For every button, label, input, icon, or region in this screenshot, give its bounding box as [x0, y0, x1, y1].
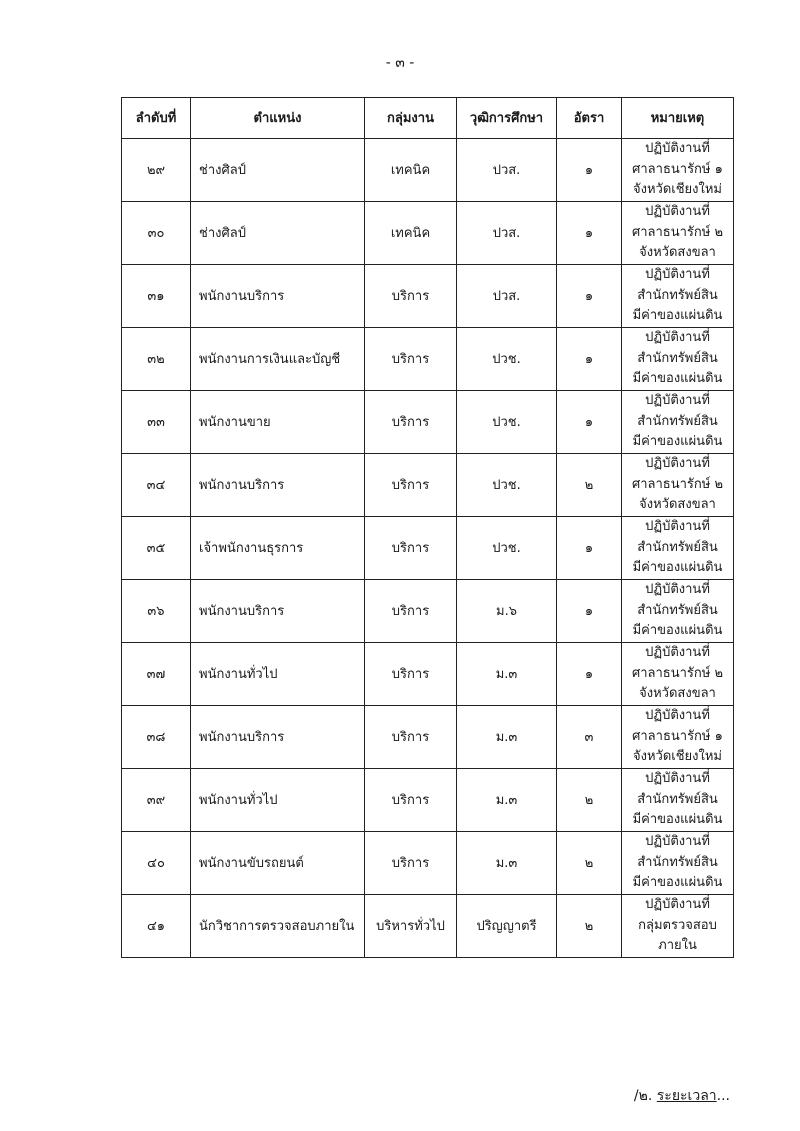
row-group: บริการ: [365, 454, 457, 517]
row-position: พนักงานขาย: [191, 391, 365, 454]
table-row: [122, 895, 734, 958]
row-note-line: มีค่าของแผ่นดิน: [632, 371, 723, 387]
row-note: [622, 391, 734, 454]
row-note: [622, 454, 734, 517]
footer-ellipsis: ...: [716, 1088, 730, 1104]
row-note-line: มีค่าของแผ่นดิน: [632, 560, 723, 576]
table-header-row: [122, 98, 734, 139]
row-rate: ๑: [557, 265, 622, 328]
row-group: บริการ: [365, 643, 457, 706]
row-rate: ๑: [557, 202, 622, 265]
row-education: ปวช.: [457, 454, 557, 517]
row-position: ช่างศิลป์: [191, 139, 365, 202]
row-note-line: สำนักทรัพย์สิน: [637, 350, 718, 366]
row-note-line: ปฏิบัติงานที่: [645, 645, 710, 661]
row-group: บริการ: [365, 832, 457, 895]
row-note-line: จังหวัดสงขลา: [639, 497, 716, 513]
row-no: ๓๒: [122, 328, 191, 391]
row-note-line: มีค่าของแผ่นดิน: [632, 308, 723, 324]
row-note-line: ปฏิบัติงานที่: [645, 204, 710, 220]
row-education: ปวช.: [457, 517, 557, 580]
table-row: [122, 454, 734, 517]
row-note: [622, 895, 734, 958]
table-row: [122, 139, 734, 202]
row-position: ช่างศิลป์: [191, 202, 365, 265]
row-rate: ๑: [557, 391, 622, 454]
table-row: [122, 265, 734, 328]
header-rate: อัตรา: [557, 98, 622, 139]
table-row: [122, 769, 734, 832]
row-note-line: ศาลาธนารักษ์ ๑: [632, 728, 723, 744]
row-no: ๓๖: [122, 580, 191, 643]
row-position: พนักงานบริการ: [191, 706, 365, 769]
row-note-line: สำนักทรัพย์สิน: [637, 602, 718, 618]
row-education: ปวส.: [457, 139, 557, 202]
row-group: บริการ: [365, 706, 457, 769]
row-note-line: ปฏิบัติงานที่: [645, 330, 710, 346]
row-note: [622, 517, 734, 580]
row-rate: ๒: [557, 832, 622, 895]
row-no: ๔๑: [122, 895, 191, 958]
row-note-line: จังหวัดสงขลา: [639, 245, 716, 261]
row-note: [622, 832, 734, 895]
row-position: พนักงานบริการ: [191, 580, 365, 643]
header-education: วุฒิการศึกษา: [457, 98, 557, 139]
row-position: พนักงานขับรถยนต์: [191, 832, 365, 895]
table-row: [122, 643, 734, 706]
row-note-line: ศาลาธนารักษ์ ๒: [631, 224, 724, 240]
header-group: กลุ่มงาน: [365, 98, 457, 139]
row-rate: ๒: [557, 895, 622, 958]
row-note: [622, 706, 734, 769]
position-table: [121, 97, 734, 958]
row-education: ม.๓: [457, 643, 557, 706]
table-row: [122, 832, 734, 895]
row-group: บริการ: [365, 580, 457, 643]
row-education: ปวช.: [457, 328, 557, 391]
row-note-line: มีค่าของแผ่นดิน: [632, 812, 723, 828]
row-note-line: ศาลาธนารักษ์ ๑: [632, 161, 723, 177]
row-note: [622, 328, 734, 391]
row-rate: ๒: [557, 769, 622, 832]
row-no: ๓๐: [122, 202, 191, 265]
row-note-line: ปฏิบัติงานที่: [645, 897, 710, 913]
row-group: บริหารทั่วไป: [365, 895, 457, 958]
row-note-line: จังหวัดเชียงใหม่: [633, 182, 722, 198]
row-note-line: ปฏิบัติงานที่: [645, 456, 710, 472]
row-no: ๒๙: [122, 139, 191, 202]
table-row: [122, 328, 734, 391]
row-note-line: ปฏิบัติงานที่: [645, 771, 710, 787]
row-note-line: ปฏิบัติงานที่: [645, 141, 710, 157]
row-position: เจ้าพนักงานธุรการ: [191, 517, 365, 580]
row-rate: ๒: [557, 454, 622, 517]
row-note-line: ภายใน: [658, 938, 697, 954]
row-note-line: สำนักทรัพย์สิน: [637, 539, 718, 555]
row-education: ปริญญาตรี: [457, 895, 557, 958]
header-note: หมายเหตุ: [622, 98, 734, 139]
row-note-line: มีค่าของแผ่นดิน: [632, 875, 723, 891]
row-position: พนักงานทั่วไป: [191, 769, 365, 832]
footer-prefix: /๒.: [633, 1088, 657, 1104]
row-note-line: จังหวัดสงขลา: [639, 686, 716, 702]
row-position: พนักงานการเงินและบัญชี: [191, 328, 365, 391]
page-number: - ๓ -: [385, 55, 415, 71]
footer-next-topic: ระยะเวลา: [656, 1088, 717, 1104]
row-note-line: ศาลาธนารักษ์ ๒: [631, 476, 724, 492]
row-note-line: ปฏิบัติงานที่: [645, 267, 710, 283]
row-group: เทคนิค: [365, 139, 457, 202]
row-note-line: ปฏิบัติงานที่: [645, 834, 710, 850]
row-group: บริการ: [365, 391, 457, 454]
row-rate: ๓: [557, 706, 622, 769]
row-note: [622, 139, 734, 202]
row-group: บริการ: [365, 769, 457, 832]
row-note: [622, 769, 734, 832]
table-row: [122, 706, 734, 769]
continuation-footer: [634, 1085, 730, 1107]
row-no: ๓๗: [122, 643, 191, 706]
row-group: บริการ: [365, 265, 457, 328]
row-note-line: สำนักทรัพย์สิน: [637, 791, 718, 807]
row-rate: ๑: [557, 517, 622, 580]
row-note: [622, 202, 734, 265]
table-row: [122, 517, 734, 580]
row-position: พนักงานบริการ: [191, 265, 365, 328]
row-no: ๓๔: [122, 454, 191, 517]
row-note-line: สำนักทรัพย์สิน: [637, 854, 718, 870]
row-position: พนักงานทั่วไป: [191, 643, 365, 706]
table-row: [122, 202, 734, 265]
table-row: [122, 391, 734, 454]
row-note-line: สำนักทรัพย์สิน: [637, 287, 718, 303]
row-note-line: ปฏิบัติงานที่: [645, 393, 710, 409]
row-note-line: ปฏิบัติงานที่: [645, 519, 710, 535]
row-no: ๓๕: [122, 517, 191, 580]
row-education: ม.๓: [457, 706, 557, 769]
row-education: ปวช.: [457, 391, 557, 454]
row-note-line: จังหวัดเชียงใหม่: [633, 749, 722, 765]
row-no: ๓๓: [122, 391, 191, 454]
row-education: ปวส.: [457, 265, 557, 328]
row-group: บริการ: [365, 517, 457, 580]
row-no: ๓๑: [122, 265, 191, 328]
row-note-line: มีค่าของแผ่นดิน: [632, 434, 723, 450]
header-no: ลำดับที่: [122, 98, 191, 139]
row-note-line: สำนักทรัพย์สิน: [637, 413, 718, 429]
row-note: [622, 643, 734, 706]
row-note-line: กลุ่มตรวจสอบ: [638, 917, 717, 933]
header-position: ตำแหน่ง: [191, 98, 365, 139]
row-no: ๓๘: [122, 706, 191, 769]
row-note: [622, 265, 734, 328]
row-education: ม.๓: [457, 769, 557, 832]
row-note: [622, 580, 734, 643]
row-education: ม.๖: [457, 580, 557, 643]
row-note-line: ปฏิบัติงานที่: [645, 582, 710, 598]
row-note-line: มีค่าของแผ่นดิน: [632, 623, 723, 639]
row-no: ๔๐: [122, 832, 191, 895]
row-note-line: ปฏิบัติงานที่: [645, 708, 710, 724]
row-position: นักวิชาการตรวจสอบภายใน: [191, 895, 365, 958]
row-education: ปวส.: [457, 202, 557, 265]
row-rate: ๑: [557, 328, 622, 391]
table-row: [122, 580, 734, 643]
row-rate: ๑: [557, 643, 622, 706]
row-rate: ๑: [557, 580, 622, 643]
row-education: ม.๓: [457, 832, 557, 895]
row-position: พนักงานบริการ: [191, 454, 365, 517]
row-group: เทคนิค: [365, 202, 457, 265]
row-rate: ๑: [557, 139, 622, 202]
row-group: บริการ: [365, 328, 457, 391]
row-no: ๓๙: [122, 769, 191, 832]
row-note-line: ศาลาธนารักษ์ ๒: [631, 665, 724, 681]
